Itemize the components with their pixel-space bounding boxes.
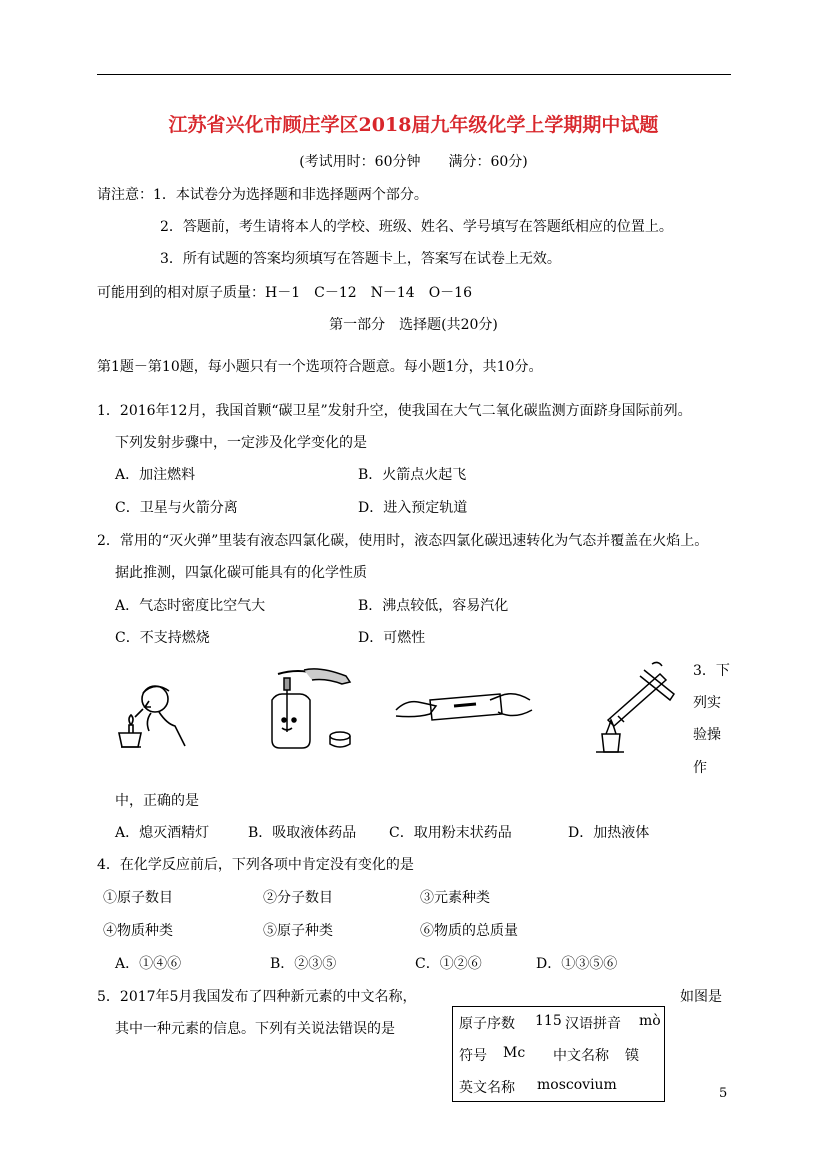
q2-option-b: B．沸点较低，容易汽化 [358,598,509,614]
info-symbol-label: 符号 [459,1048,487,1064]
q4-option-d: D．①③⑤⑥ [536,956,618,972]
info-chinese-name: 镆 [625,1048,639,1064]
note-2: 2．答题前，考生请将本人的学校、班级、姓名、学号填写在答题纸相应的位置上。 [160,219,673,235]
info-atomic-number: 115 [535,1013,562,1029]
exam-info: (考试用时：60分钟 满分：60分) [299,154,528,170]
q5-stem-2: 其中一种元素的信息。下列有关说法错误的是 [115,1021,395,1037]
q1-option-b: B．火箭点火起飞 [358,467,467,483]
q3-option-a: A．熄灭酒精灯 [115,825,210,841]
q3-option-b: B．吸取液体药品 [248,825,357,841]
q4-item-6: ⑥物质的总质量 [420,923,518,939]
q2-stem: 2．常用的“灭火弹”里装有液态四氯化碳，使用时，液态四氯化碳迅速转化为气态并覆盖在火焰上。 [97,533,709,549]
q4-item-5: ⑤原子种类 [263,923,333,939]
q5-stem-end: 如图是 [680,989,722,1005]
q4-option-a: A．①④⑥ [115,956,182,972]
info-english-name-label: 英文名称 [459,1080,515,1096]
powder-reagent-illustration [394,684,534,734]
info-atomic-number-label: 原子序数 [459,1016,515,1032]
q3-stem-side-1: 3．下 [693,663,730,679]
info-english-name: moscovium [537,1077,617,1093]
q4-item-4: ④物质种类 [103,923,173,939]
q4-item-3: ③元素种类 [420,890,490,906]
info-pinyin: mò [639,1013,661,1029]
element-info-box [452,1006,665,1102]
note-1: 请注意：1．本试卷分为选择题和非选择题两个部分。 [97,187,428,203]
q3-stem: 中，正确的是 [115,793,199,809]
q2-option-c: C．不支持燃烧 [115,630,210,646]
q1-stem-2: 下列发射步骤中，一定涉及化学变化的是 [115,435,367,451]
heating-liquid-illustration [578,660,688,760]
q4-item-2: ②分子数目 [263,890,333,906]
q4-option-b: B．②③⑤ [270,956,337,972]
q4-option-c: C．①②⑥ [415,956,482,972]
q3-stem-side-3: 验操 [693,727,721,743]
info-pinyin-label: 汉语拼音 [565,1016,621,1032]
info-chinese-name-label: 中文名称 [553,1048,609,1064]
q5-stem: 5．2017年5月我国发布了四种新元素的中文名称， [97,989,417,1005]
q1-option-c: C．卫星与火箭分离 [115,500,238,516]
q4-item-1: ①原子数目 [103,890,173,906]
page-title: 江苏省兴化市顾庄学区2018届九年级化学上学期期中试题 [168,114,659,136]
q2-stem-2: 据此推测，四氯化碳可能具有的化学性质 [115,565,367,581]
q3-option-c: C．取用粉末状药品 [389,825,512,841]
q2-option-d: D．可燃性 [358,630,426,646]
q1-option-d: D．进入预定轨道 [358,500,468,516]
info-symbol: Mc [503,1045,526,1061]
atomic-mass-line: 可能用到的相对原子质量：H－1 C－12 N－14 O－16 [97,285,472,301]
section-title: 第一部分 选择题(共20分) [329,317,498,333]
page-number: 5 [719,1086,728,1101]
q4-stem: 4．在化学反应前后，下列各项中肯定没有变化的是 [97,857,414,873]
q2-option-a: A．气态时密度比空气大 [115,598,266,614]
q1-stem: 1．2016年12月，我国首颗“碳卫星”发射升空，使我国在大气二氧化碳监测方面跻身国际前列。 [97,403,692,419]
q3-option-d: D．加热液体 [568,825,650,841]
q1-option-a: A．加注燃料 [115,467,196,483]
section-instructions: 第1题－第10题，每小题只有一个选项符合题意。每小题1分，共10分。 [97,359,543,375]
header-rule [97,74,731,75]
q3-stem-side-2: 列实 [693,695,721,711]
note-3: 3．所有试题的答案均须填写在答题卡上，答案写在试卷上无效。 [160,251,561,267]
blowing-out-lamp-illustration [107,675,197,755]
q3-stem-side-4: 作 [693,760,707,776]
dropper-liquid-illustration [258,664,358,754]
